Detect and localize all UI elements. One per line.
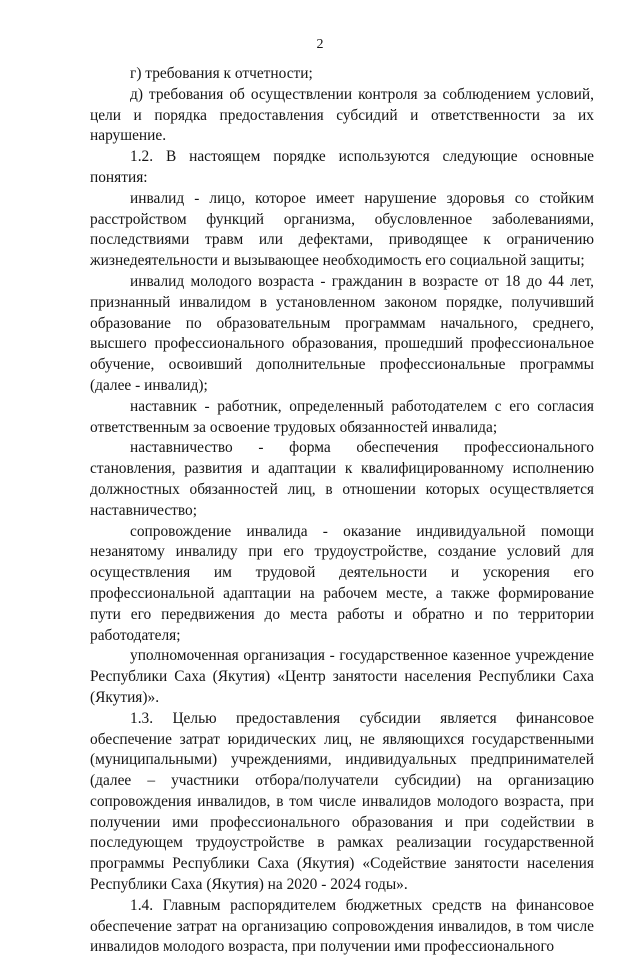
paragraph-1-3: 1.3. Целью предоставления субсидии является финансовое обеспечение затрат юридических лиц, не являющихся государственными (муниципальными) учреждениями, индивидуальных предпринимателей (далее – участники отбора/получатели субсидии) на организацию сопровождения инвалидов, в том числе инвалидов молодого возраста, при получении ими профессионального образования и при содействии в последующем трудоустройстве в рамках реализации государственной программы Республики Саха (Якутия) «Содействие занятости населения Республики Саха (Якутия) на 2020 - 2024 годы». (90, 709, 594, 894)
document-body (90, 64, 594, 958)
paragraph-item-d: д) требования об осуществлении контроля за соблюдением условий, цели и порядка предоставления субсидий и ответственности за их нарушение. (90, 85, 594, 145)
definition-mentoring: наставничество - форма обеспечения профессионального становления, развития и адаптации к квалифицированному исполнению должностных обязанностей лиц, в отношении которых осуществляется наставничество; (90, 439, 594, 519)
paragraph-item-g: г) требования к отчетности; (130, 65, 313, 82)
definition-young-invalid: инвалид молодого возраста - гражданин в возрасте от 18 до 44 лет, признанный инвалидом в установленном законом порядке, получивший образование по образовательным программам начального, среднего, высшего профессионального образования, прошедший профессиональное обучение, освоивший дополнительные профессиональные программы (далее - инвалид); (90, 272, 594, 394)
paragraph-1-4: 1.4. Главным распорядителем бюджетных средств на финансовое обеспечение затрат на организацию сопровождения инвалидов, в том числе инвалидов молодого возраста, при получении ими профессионального (90, 896, 594, 956)
definition-mentor: наставник - работник, определенный работодателем с его согласия ответственным за освоение трудовых обязанностей инвалида; (90, 397, 594, 436)
paragraph-1-2: 1.2. В настоящем порядке используются следующие основные понятия: (90, 148, 594, 186)
definition-invalid: инвалид - лицо, которое имеет нарушение здоровья со стойким расстройством функций организма, обусловленное заболеваниями, последствиями травм или дефектами, приводящее к ограничению жизнедеятельности и вызывающее необходимость его социальной защиты; (90, 189, 594, 270)
definition-support: сопровождение инвалида - оказание индивидуальной помощи незанятому инвалиду при его трудоустройстве, создание условий для осуществления им трудовой деятельности и ускорения его профессиональной адаптации на рабочем месте, а также формирование пути его передвижения до места работы и обратно и по территории работодателя; (90, 522, 594, 644)
page-number: 2 (316, 37, 324, 52)
definition-authorized-organization: уполномоченная организация - государственное казенное учреждение Республики Саха (Якутия) «Центр занятости населения Республики Саха (Якутия)». (90, 647, 594, 706)
